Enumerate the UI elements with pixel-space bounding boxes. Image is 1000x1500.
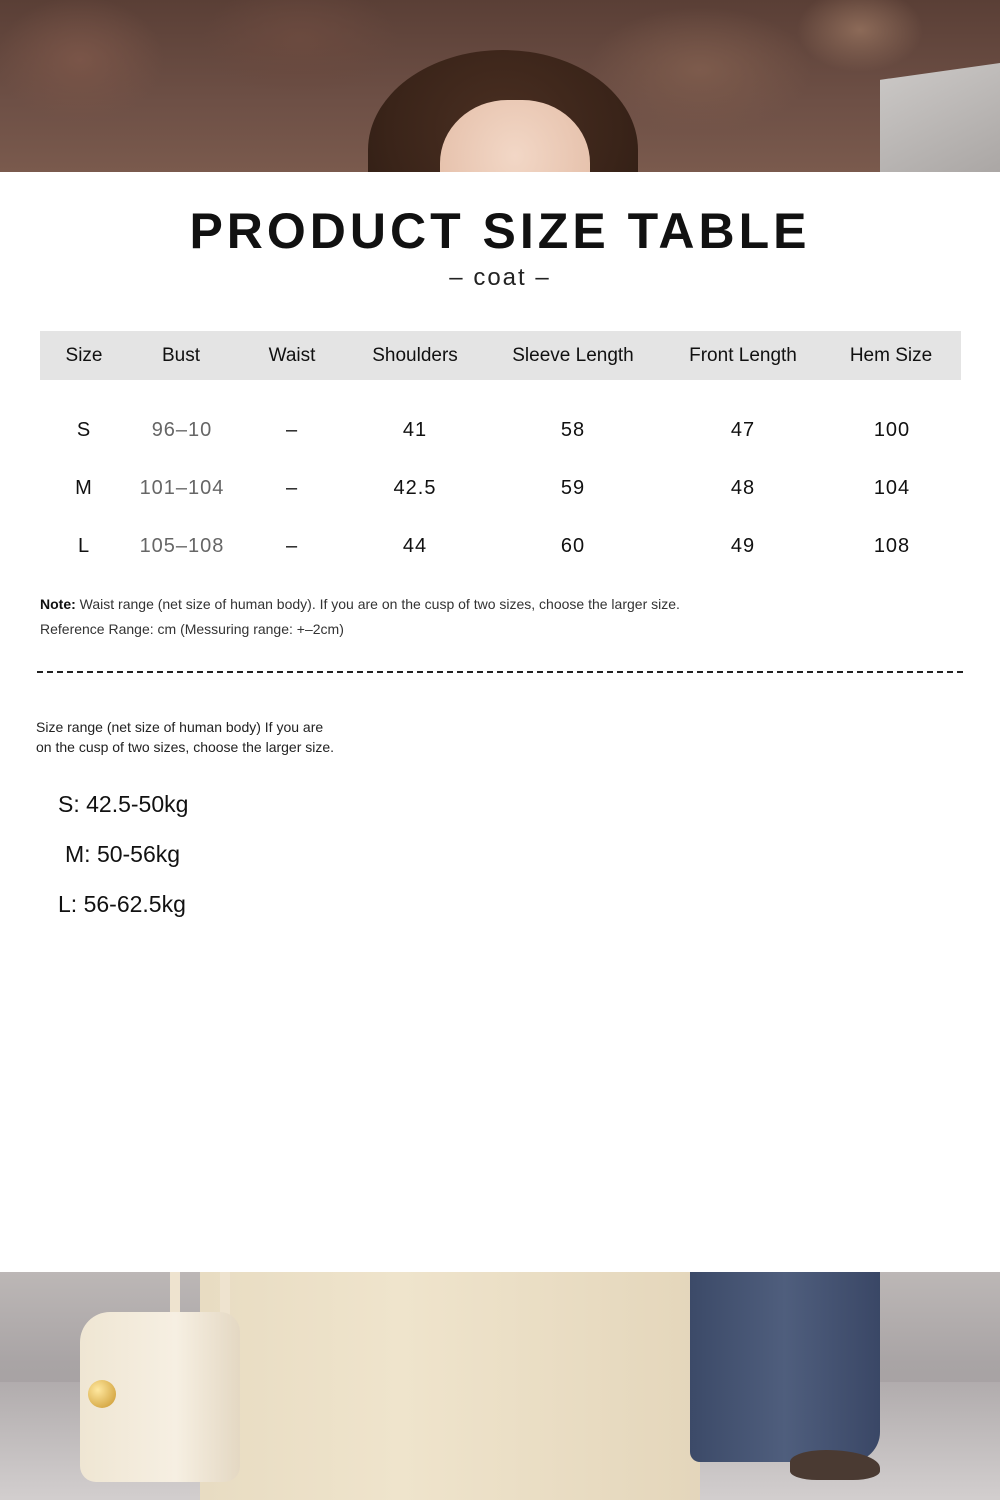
page-subtitle: – coat – [449,264,551,291]
cell-waist: – [285,419,299,441]
cell-sleeve-length: 59 [560,477,586,499]
table-row [0,535,1000,565]
header-waist: Waist [268,345,316,366]
table-header [40,331,961,380]
cell-bust: 105–108 [139,535,225,557]
cell-waist: – [285,477,299,499]
header-hem-size: Hem Size [849,345,933,366]
weight-m: M: 50-56kg [65,841,181,867]
header-sleeve-length: Sleeve Length [512,345,634,366]
dashed-divider [37,671,963,673]
cell-size: L [77,535,91,557]
jeans [690,1272,880,1462]
cell-hem-size: 104 [873,477,911,499]
weight-l: L: 56-62.5kg [58,891,186,917]
cell-sleeve-length: 58 [560,419,586,441]
cream-coat [200,1272,700,1500]
cell-shoulders: 42.5 [393,477,437,499]
size-chart-card [0,172,1000,1272]
cell-shoulders: 44 [402,535,428,557]
note-line [40,596,680,612]
weight-s: S: 42.5-50kg [58,791,189,817]
top-photo [0,0,1000,172]
table-row [0,419,1000,449]
note-text: Waist range (net size of human body). If you are on the cusp of two sizes, choose the larger size. [79,596,680,612]
cell-front-length: 47 [730,419,756,441]
table-row [0,477,1000,507]
header-front-length: Front Length [689,345,797,366]
gold-clasp [88,1380,116,1408]
size-range-line-1: Size range (net size of human body) If you are [36,719,324,735]
cell-sleeve-length: 60 [560,535,586,557]
cell-bust: 96–10 [151,419,213,441]
background-wall [880,60,1000,172]
note-label: Note: [40,596,76,612]
header-bust: Bust [161,345,201,366]
reference-range: Reference Range: cm (Messuring range: +–2cm) [40,621,344,637]
cell-waist: – [285,535,299,557]
header-shoulders: Shoulders [372,345,458,366]
cell-hem-size: 108 [873,535,911,557]
size-range-line-2: on the cusp of two sizes, choose the larger size. [36,739,335,755]
header-size: Size [65,345,103,366]
size-range-description [36,717,376,757]
cell-shoulders: 41 [402,419,428,441]
cell-bust: 101–104 [139,477,225,499]
cell-front-length: 48 [730,477,756,499]
cell-size: M [75,477,93,499]
cell-size: S [76,419,92,441]
page-title: PRODUCT SIZE TABLE [189,203,811,259]
cell-hem-size: 100 [873,419,911,441]
bottom-photo [0,1272,1000,1500]
cell-front-length: 49 [730,535,756,557]
